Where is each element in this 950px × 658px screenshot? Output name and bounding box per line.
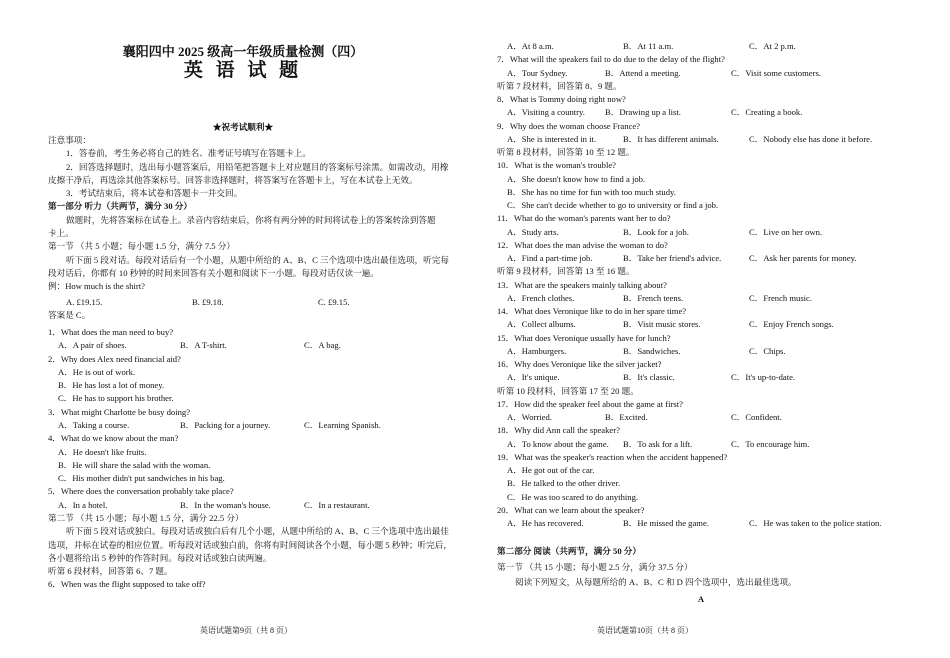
q13-option-a: A．French clothes. [507, 293, 575, 303]
question-14: 14．What does Veronique like to do in her spare time? [497, 306, 687, 316]
question-5: 5．Where does the conversation probably take place? [48, 486, 234, 496]
material-8-intro: 听第 8 段材料，回答第 10 至 12 题。 [497, 147, 635, 157]
q19-option-c: C．He was too scared to do anything. [507, 492, 639, 502]
q1-option-a: A．A pair of shoes. [58, 340, 127, 350]
question-9: 9．Why does the woman choose France? [497, 121, 640, 131]
notice-2a: 2．回答选择题时，选出每小题答案后，用铅笔把答题卡上对应题目的答案标号涂黑。如需改动，用橡 [66, 162, 449, 172]
q9-option-b: B．It has different animals. [623, 134, 719, 144]
q19-option-b: B．He talked to the other driver. [507, 478, 621, 488]
q5-option-a: A．In a hotel. [58, 500, 108, 510]
q20-option-b: B．He missed the game. [623, 518, 709, 528]
q8-option-a: A．Visiting a country. [507, 107, 585, 117]
part1-desc-b: 卡上。 [48, 228, 74, 238]
section1-desc-b: 段对话后，你都有 10 秒钟的时间来回答有关小题和阅读下一小题。每段对话仅读一遍。 [48, 268, 379, 278]
notice-2b: 皮擦干净后，再选涂其他答案标号。回答非选择题时，将答案写在答题卡上，写在本试卷上无效。 [48, 175, 418, 185]
example-option-c: C. £9.15. [318, 297, 350, 307]
material-6-intro: 听第 6 段材料，回答第 6、7 题。 [48, 566, 173, 576]
question-15: 15．What does Veronique usually have for lunch? [497, 333, 671, 343]
example-question: 例：How much is the shirt? [48, 281, 145, 291]
part1-heading: 第一部分 听力（共两节，满分 30 分） [48, 201, 192, 211]
q11-option-a: A．Study arts. [507, 227, 559, 237]
passage-label: A [697, 594, 705, 604]
q11-option-c: C．Live on her own. [749, 227, 823, 237]
question-2: 2．Why does Alex need financial aid? [48, 354, 181, 364]
material-9-intro: 听第 9 段材料，回答第 13 至 16 题。 [497, 266, 635, 276]
q3-option-b: B．Packing for a journey. [180, 420, 271, 430]
question-3: 3．What might Charlotte be busy doing? [48, 407, 191, 417]
q2-option-a: A．He is out of work. [58, 367, 136, 377]
q2-option-c: C．He has to support his brother. [58, 393, 174, 403]
q14-option-c: C．Enjoy French songs. [749, 319, 834, 329]
example-answer: 答案是 C。 [48, 310, 91, 320]
section2-desc-b: 选项，并标在试卷的相应位置。听每段对话或独白前，你将有时间阅读各个小题，每小题 5 秒钟；听完后， [48, 540, 452, 550]
question-8: 8．What is Tommy doing right now? [497, 94, 626, 104]
q17-option-a: A．Worried. [507, 412, 552, 422]
q13-option-c: C．French music. [749, 293, 813, 303]
section2-desc-a: 听下面 5 段对话或独白。每段对话或独白后有几个小题，从题中所给的 A、B、C 三个选项中选出最佳 [66, 526, 449, 536]
q4-option-c: C．His mother didn't put sandwiches in his bag. [58, 473, 225, 483]
example-option-a: A. £19.15. [66, 297, 103, 307]
q12-option-a: A．Find a part-time job. [507, 253, 593, 263]
q1-option-b: B．A T-shirt. [180, 340, 227, 350]
notice-heading: 注意事项： [48, 135, 91, 145]
q16-option-c: C．It's up-to-date. [731, 372, 796, 382]
q16-option-a: A．It's unique. [507, 372, 560, 382]
q10-option-a: A．She doesn't know how to find a job. [507, 174, 646, 184]
q4-option-a: A．He doesn't like fruits. [58, 447, 147, 457]
blessing: ★祝考试顺利★ [212, 122, 274, 132]
reading-section1-heading: 第一节 （共 15 小题；每小题 2.5 分，满分 37.5 分） [497, 562, 693, 572]
q10-option-c: C．She can't decide whether to go to university or find a job. [507, 200, 719, 210]
material-7-intro: 听第 7 段材料，回答第 8、9 题。 [497, 81, 622, 91]
q8-option-b: B．Drawing up a list. [605, 107, 681, 117]
question-16: 16．Why does Veronique like the silver jacket? [497, 359, 662, 369]
q7-option-b: B．Attend a meeting. [605, 68, 681, 78]
q11-option-b: B．Look for a job. [623, 227, 689, 237]
section1-desc-a: 听下面 5 段对话。每段对话后有一个小题，从题中所给的 A、B、C 三个选项中选出最佳选项，听完每 [66, 255, 449, 265]
section1-heading: 第一节 （共 5 小题；每小题 1.5 分，满分 7.5 分） [48, 241, 235, 251]
q5-option-c: C．In a restaurant. [304, 500, 370, 510]
question-7: 7．What will the speakers fail to do due to the delay of the flight? [497, 54, 725, 64]
q15-option-a: A．Hamburgers. [507, 346, 567, 356]
q10-option-b: B．She has no time for fun with too much study. [507, 187, 676, 197]
reading-section1-desc: 阅读下列短文，从每题所给的 A、B、C 和 D 四个选项中，选出最佳选项。 [515, 577, 797, 587]
q17-option-c: C．Confident. [731, 412, 782, 422]
q15-option-b: B．Sandwiches. [623, 346, 681, 356]
question-18: 18．Why did Ann call the speaker? [497, 425, 620, 435]
question-20: 20．What can we learn about the speaker? [497, 505, 645, 515]
q9-option-c: C．Nobody else has done it before. [749, 134, 873, 144]
material-10-intro: 听第 10 段材料，回答第 17 至 20 题。 [497, 386, 639, 396]
q12-option-b: B．Take her friend's advice. [623, 253, 722, 263]
q18-option-c: C．To encourage him. [731, 439, 810, 449]
part2-heading: 第二部分 阅读（共两节，满分 50 分） [497, 546, 641, 556]
left-page-footer: 英语试题第9页（共 8 页） [200, 626, 292, 635]
question-1: 1．What does the man need to buy? [48, 327, 174, 337]
q3-option-a: A．Taking a course. [58, 420, 130, 430]
notice-3: 3．考试结束后，将本试卷和答题卡一并交回。 [66, 188, 243, 198]
q1-option-c: C．A bag. [304, 340, 341, 350]
question-10: 10．What is the woman's trouble? [497, 160, 616, 170]
notice-1: 1．答卷前，考生务必将自己的姓名、准考证号填写在答题卡上。 [66, 148, 311, 158]
q9-option-a: A．She is interested in it. [507, 134, 597, 144]
question-12: 12．What does the man advise the woman to do? [497, 240, 668, 250]
q8-option-c: C．Creating a book. [731, 107, 803, 117]
question-4: 4．What do we know about the man? [48, 433, 179, 443]
q20-option-c: C．He was taken to the police station. [749, 518, 882, 528]
part1-desc-a: 做题时，先将答案标在试卷上。录音内容结束后，你将有两分钟的时间将试卷上的答案转涂到答题 [66, 215, 436, 225]
q14-option-a: A．Collect albums. [507, 319, 576, 329]
q5-option-b: B．In the woman's house. [180, 500, 271, 510]
question-6: 6．When was the flight supposed to take off? [48, 579, 206, 589]
exam-title: 襄阳四中 2025 级高一年级质量检测（四） [122, 44, 364, 59]
question-11: 11．What do the woman's parents want her to do? [497, 213, 671, 223]
q16-option-b: B．It's classic. [623, 372, 675, 382]
q13-option-b: B．French teens. [623, 293, 684, 303]
right-page-footer: 英语试题第10页（共 8 页） [597, 626, 693, 635]
q4-option-b: B．He will share the salad with the woman. [58, 460, 211, 470]
example-option-b: B. £9.18. [192, 297, 224, 307]
q3-option-c: C．Learning Spanish. [304, 420, 381, 430]
q20-option-a: A．He has recovered. [507, 518, 584, 528]
section2-heading: 第二节 （共 15 小题；每小题 1.5 分，满分 22.5 分） [48, 513, 244, 523]
q6-option-b: B．At 11 a.m. [623, 41, 674, 51]
q18-option-b: B．To ask for a lift. [623, 439, 693, 449]
q17-option-b: B．Excited. [605, 412, 648, 422]
q15-option-c: C．Chips. [749, 346, 786, 356]
q14-option-b: B．Visit music stores. [623, 319, 701, 329]
q2-option-b: B．He has lost a lot of money. [58, 380, 165, 390]
question-17: 17．How did the speaker feel about the game at first? [497, 399, 683, 409]
q6-option-c: C．At 2 p.m. [749, 41, 796, 51]
q18-option-a: A．To know about the game. [507, 439, 609, 449]
section2-desc-c: 各小题将给出 5 秒钟的作答时间。每段对话或独白读两遍。 [48, 553, 272, 563]
q12-option-c: C．Ask her parents for money. [749, 253, 857, 263]
exam-subject: 英 语 试 题 [183, 60, 303, 81]
q19-option-a: A．He got out of the car. [507, 465, 595, 475]
q7-option-c: C．Visit some customers. [731, 68, 821, 78]
q6-option-a: A．At 8 a.m. [507, 41, 554, 51]
q7-option-a: A．Tour Sydney. [507, 68, 568, 78]
question-13: 13．What are the speakers mainly talking about? [497, 280, 667, 290]
question-19: 19．What was the speaker's reaction when the accident happened? [497, 452, 728, 462]
